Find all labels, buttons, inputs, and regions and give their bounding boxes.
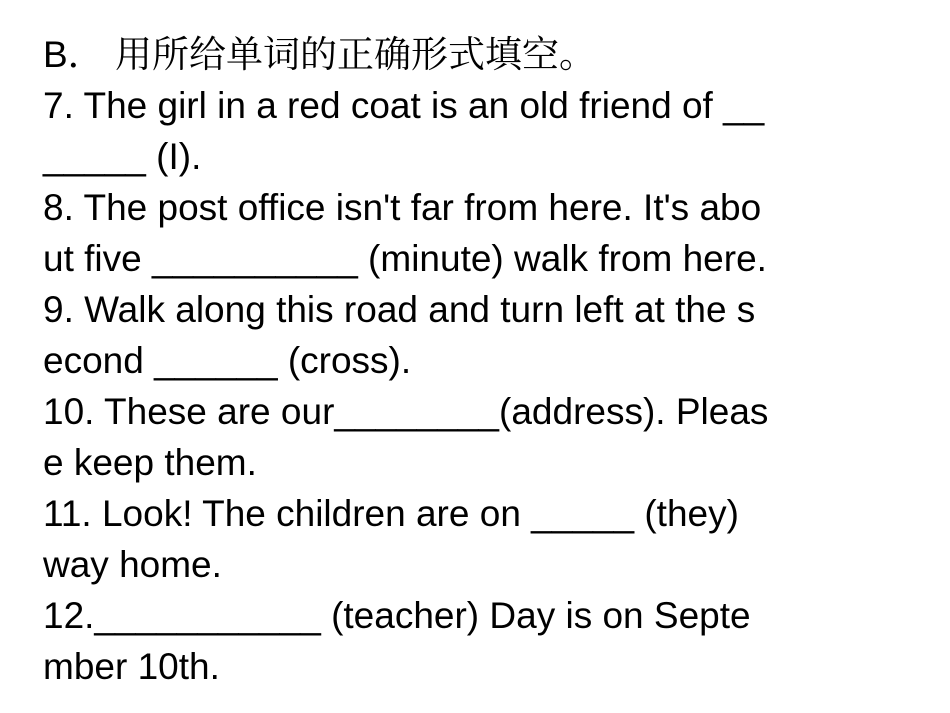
question-7-line-2: _____ (I). [43, 136, 202, 177]
question-7-line-1: 7. The girl in a red coat is an old friend of __ [43, 85, 765, 126]
exercise-page [43, 29, 923, 692]
question-10-line-1: 10. These are our________(address). Pleas [43, 391, 769, 432]
question-11-line-1: 11. Look! The children are on _____ (they) [43, 493, 739, 534]
question-9-line-2: econd ______ (cross). [43, 340, 412, 381]
question-9-line-1: 9. Walk along this road and turn left at the s [43, 289, 756, 330]
question-11-line-2: way home. [43, 544, 222, 585]
question-12-line-2: mber 10th. [43, 646, 220, 687]
question-8-line-1: 8. The post office isn't far from here. It's abo [43, 187, 762, 228]
section-heading: B． 用所给单词的正确形式填空。 [43, 34, 596, 75]
question-10-line-2: e keep them. [43, 442, 257, 483]
question-12-line-1: 12.___________ (teacher) Day is on Septe [43, 595, 751, 636]
question-8-line-2: ut five __________ (minute) walk from here. [43, 238, 767, 279]
